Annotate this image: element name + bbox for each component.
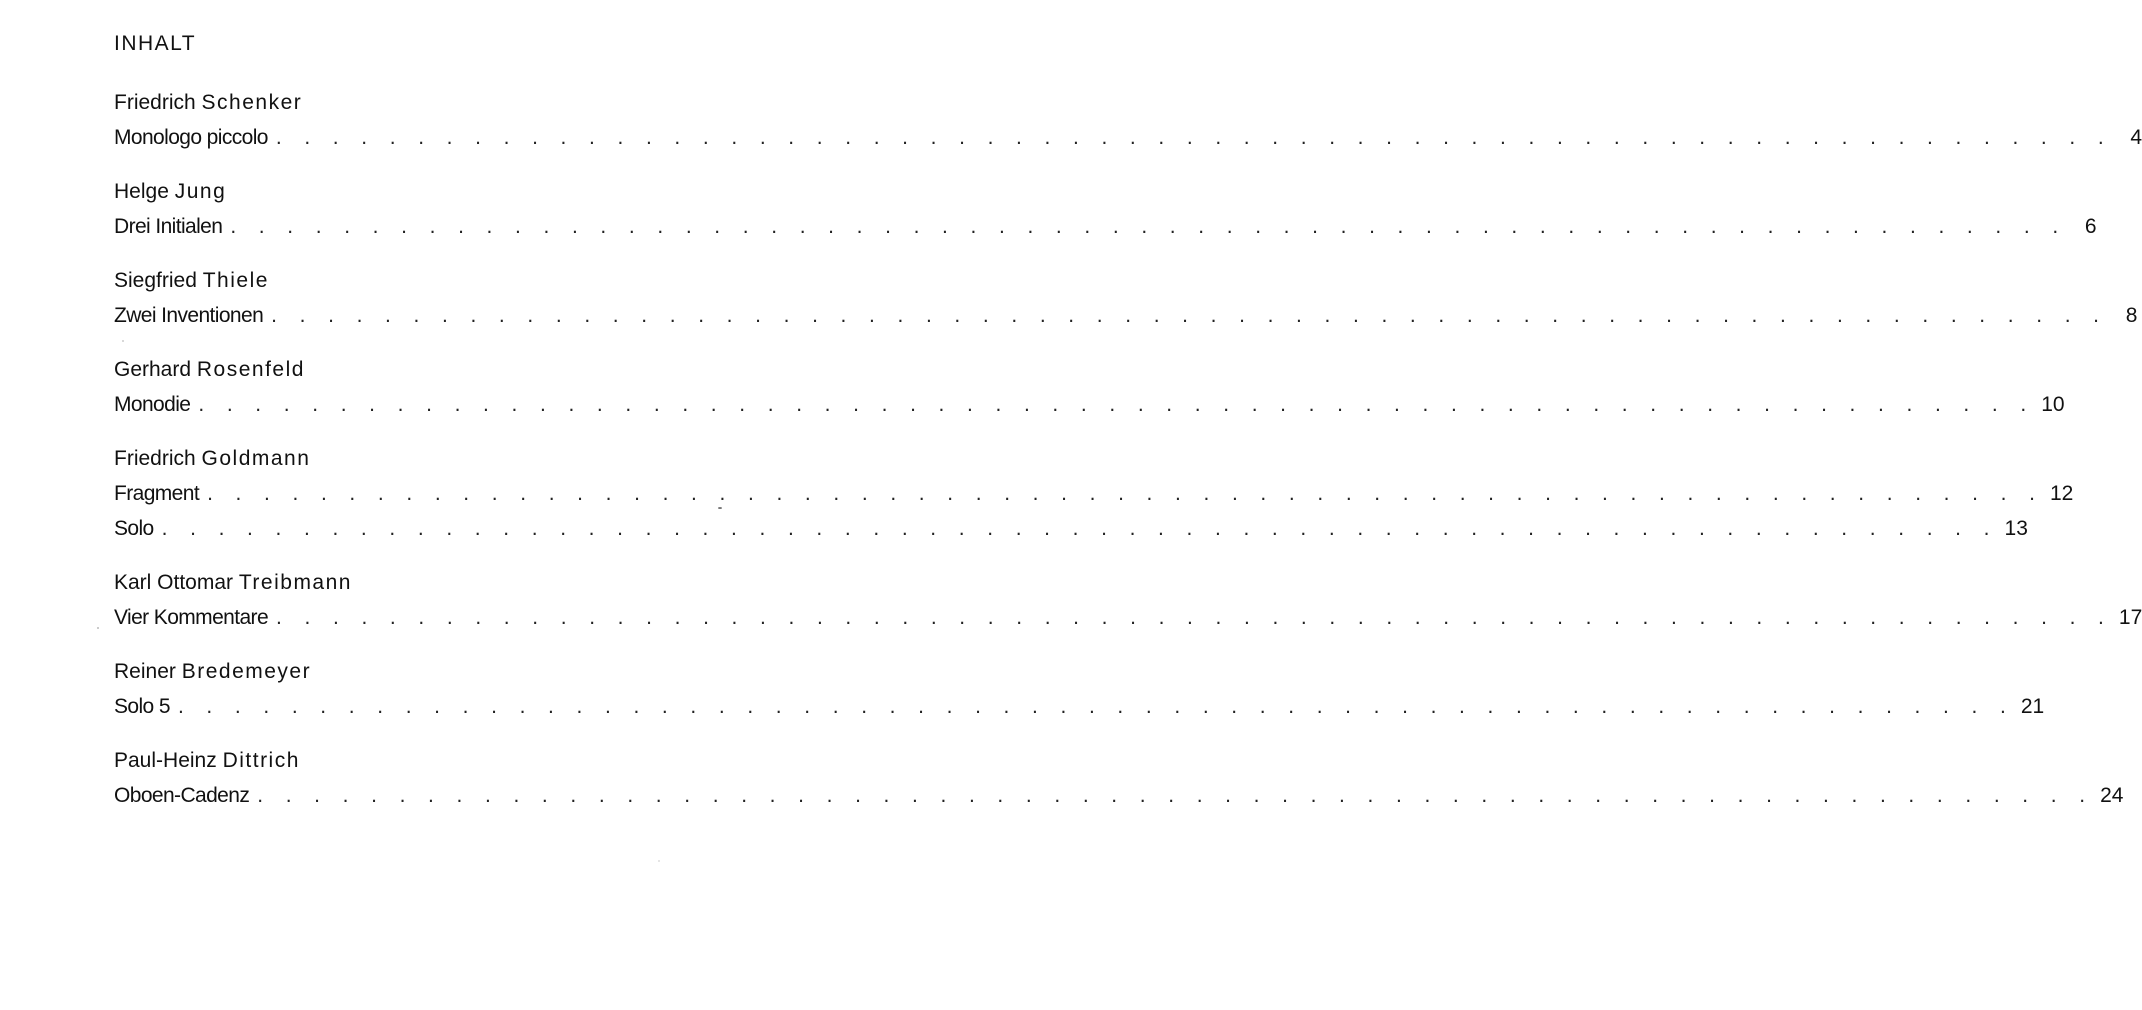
- page-number: 6: [2084, 215, 2097, 238]
- toc-entry: [114, 511, 2028, 546]
- work-title: Monodie: [114, 393, 191, 416]
- page-number: 10: [2041, 393, 2065, 416]
- composer-name: [114, 352, 904, 387]
- composer-section: [114, 743, 2124, 813]
- work-title: Fragment: [114, 482, 200, 505]
- contents-list: [114, 85, 2142, 813]
- work-title: Monologo piccolo: [114, 126, 268, 149]
- toc-entry: [114, 689, 2045, 724]
- composer-first-name: Siegfried: [114, 269, 197, 292]
- toc-entry: [114, 298, 2138, 333]
- page-number: 24: [2100, 784, 2124, 807]
- dot-leader: . . . . . . . . . . . . . . . . . . . . . . . . . . . . . . . . . . . . . . . . . . . . . . . . . . . . . . . . . . . . . . . . .: [207, 482, 2044, 505]
- composer-first-name: Reiner: [114, 660, 176, 683]
- page-number: 21: [2020, 695, 2045, 718]
- composer-section: [114, 565, 2142, 635]
- dot-leader: . . . . . . . . . . . . . . . . . . . . . . . . . . . . . . . . . . . . . . . . . . . . . . . . . . . . . . . . . . . . . . . . .: [198, 393, 2035, 416]
- toc-entry: [114, 209, 2097, 244]
- composer-section: [114, 352, 2065, 422]
- dot-leader: . . . . . . . . . . . . . . . . . . . . . . . . . . . . . . . . . . . . . . . . . . . . . . . . . . . . . . . . . . . . . . . . .: [161, 517, 1998, 540]
- dot-leader: . . . . . . . . . . . . . . . . . . . . . . . . . . . . . . . . . . . . . . . . . . . . . . . . . . . . . . . . . . . . . . . . .: [271, 304, 2108, 327]
- composer-first-name: Paul-Heinz: [114, 749, 217, 772]
- scan-speck: [658, 860, 660, 862]
- composer-surname: Treibmann: [238, 571, 352, 594]
- scan-speck: [122, 340, 124, 342]
- page-number: 12: [2049, 482, 2074, 505]
- composer-first-name: Karl Ottomar: [114, 571, 234, 594]
- page-number: 4: [2130, 126, 2142, 149]
- work-title: Oboen-Cadenz: [114, 784, 250, 807]
- page-number: 17: [2118, 606, 2142, 629]
- composer-section: [114, 441, 2074, 546]
- toc-entry: [114, 476, 2074, 511]
- composer-surname: Goldmann: [201, 447, 311, 470]
- page-number: 8: [2125, 304, 2138, 327]
- composer-first-name: Friedrich: [114, 447, 196, 470]
- toc-entry: [114, 387, 2065, 422]
- contents-heading: INHALT: [114, 32, 197, 55]
- composer-section: [114, 654, 2045, 724]
- page-number: 13: [2004, 517, 2028, 540]
- work-title: Solo: [114, 517, 154, 540]
- composer-section: [114, 263, 2138, 333]
- dot-leader: . . . . . . . . . . . . . . . . . . . . . . . . . . . . . . . . . . . . . . . . . . . . . . . . . . . . . . . . . . . . . . . . .: [230, 215, 2067, 238]
- toc-entry: [114, 120, 2142, 155]
- toc-entry: [114, 778, 2124, 813]
- dot-leader: . . . . . . . . . . . . . . . . . . . . . . . . . . . . . . . . . . . . . . . . . . . . . . . . . . . . . . . . . . . . . . . . .: [177, 695, 2015, 718]
- scan-speck: [97, 627, 99, 629]
- composer-surname: Thiele: [202, 269, 269, 292]
- composer-name: [114, 85, 904, 120]
- composer-surname: Dittrich: [222, 749, 300, 772]
- composer-first-name: Friedrich: [114, 91, 196, 114]
- composer-name: [114, 565, 904, 600]
- composer-section: [114, 174, 2097, 244]
- composer-first-name: Gerhard: [114, 358, 192, 381]
- work-title: Zwei Inventionen: [114, 304, 264, 327]
- composer-surname: Rosenfeld: [196, 358, 305, 381]
- composer-name: [114, 441, 904, 476]
- composer-name: [114, 743, 904, 778]
- scan-speck: [718, 507, 722, 509]
- work-title: Vier Kommentare: [114, 606, 269, 629]
- toc-entry: [114, 600, 2142, 635]
- dot-leader: . . . . . . . . . . . . . . . . . . . . . . . . . . . . . . . . . . . . . . . . . . . . . . . . . . . . . . . . . . . . . . . . .: [257, 784, 2094, 807]
- composer-surname: Schenker: [201, 91, 303, 114]
- work-title: Solo 5: [114, 695, 170, 718]
- dot-leader: . . . . . . . . . . . . . . . . . . . . . . . . . . . . . . . . . . . . . . . . . . . . . . . . . . . . . . . . . . . . . . . . .: [276, 606, 2113, 629]
- composer-first-name: Helge: [114, 180, 169, 203]
- composer-name: [114, 654, 904, 689]
- dot-leader: . . . . . . . . . . . . . . . . . . . . . . . . . . . . . . . . . . . . . . . . . . . . . . . . . . . . . . . . . . . . . . . . .: [275, 126, 2113, 149]
- composer-surname: Jung: [174, 180, 227, 203]
- table-of-contents: [114, 30, 2142, 832]
- composer-surname: Bredemeyer: [181, 660, 312, 683]
- work-title: Drei Initialen: [114, 215, 223, 238]
- composer-section: [114, 85, 2142, 155]
- composer-name: [114, 263, 904, 298]
- composer-name: [114, 174, 904, 209]
